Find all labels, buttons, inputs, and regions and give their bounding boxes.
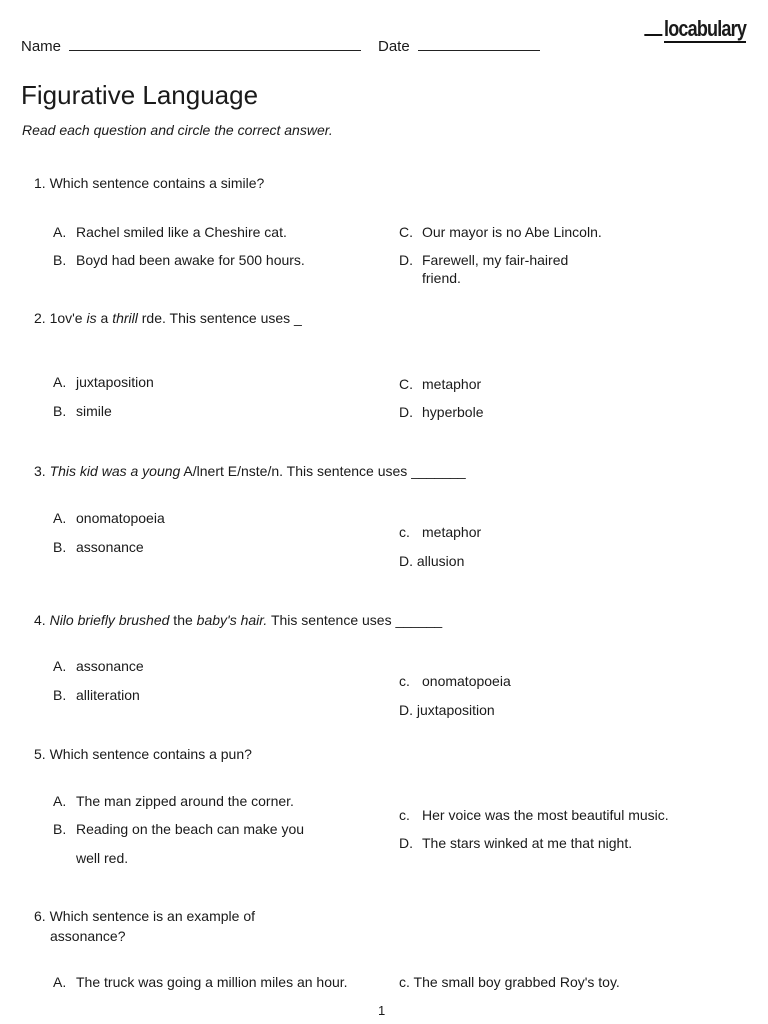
date-blank[interactable] bbox=[418, 49, 540, 51]
q4-option-c[interactable]: c. onomatopoeia bbox=[399, 673, 511, 689]
q2-option-a[interactable]: A. juxtaposition bbox=[53, 374, 154, 390]
question-6-prompt: 6. Which sentence is an example of bbox=[34, 908, 256, 924]
q4-option-b[interactable]: B. alliteration bbox=[53, 687, 140, 703]
q5-option-b-cont: well red. bbox=[76, 850, 129, 866]
q6-option-c[interactable]: c. The small boy grabbed Roy's toy. bbox=[399, 974, 620, 990]
q5-option-c[interactable]: c. Her voice was the most beautiful music. bbox=[399, 807, 669, 823]
name-blank[interactable] bbox=[69, 49, 361, 51]
instructions: Read each question and circle the correct answer. bbox=[22, 122, 333, 138]
q2-option-c[interactable]: C. metaphor bbox=[399, 376, 482, 392]
question-1-prompt: 1. Which sentence contains a simile? bbox=[34, 175, 265, 191]
q5-option-d[interactable]: D. The stars winked at me that night. bbox=[399, 835, 633, 851]
date-field[interactable] bbox=[378, 38, 540, 55]
name-field[interactable] bbox=[21, 38, 361, 55]
q3-option-c[interactable]: c. metaphor bbox=[399, 524, 482, 540]
question-6-prompt-cont: assonance? bbox=[50, 928, 126, 944]
q3-option-b[interactable]: B. assonance bbox=[53, 539, 144, 555]
page-number: 1 bbox=[378, 1003, 386, 1018]
date-label: Date bbox=[378, 38, 410, 55]
q5-option-b[interactable]: B. Reading on the beach can make you bbox=[53, 821, 305, 837]
q6-option-a[interactable]: A. The truck was going a million miles an hour. bbox=[53, 974, 348, 990]
page-title: Figurative Language bbox=[21, 80, 259, 110]
q1-option-a[interactable]: A. Rachel smiled like a Cheshire cat. bbox=[53, 224, 287, 240]
q1-option-c[interactable]: C. Our mayor is no Abe Lincoln. bbox=[399, 224, 602, 240]
q3-option-a[interactable]: A. onomatopoeia bbox=[53, 510, 165, 526]
name-label: Name bbox=[21, 38, 62, 55]
q2-option-d[interactable]: D. hyperbole bbox=[399, 404, 484, 420]
vocabulary-logo: locabulary bbox=[644, 16, 746, 42]
q4-option-d[interactable]: D. juxtaposition bbox=[399, 702, 495, 718]
q5-option-a[interactable]: A. The man zipped around the corner. bbox=[53, 793, 294, 809]
q1-option-d-cont: friend. bbox=[422, 270, 461, 286]
question-4-prompt: 4. Nilo briefly brushed the baby's hair. This sentence uses ______ bbox=[34, 612, 443, 628]
q3-option-d[interactable]: D. allusion bbox=[399, 553, 465, 569]
question-5-prompt: 5. Which sentence contains a pun? bbox=[34, 746, 252, 762]
question-3-prompt: 3. This kid was a young A/lnert E/nste/n. This sentence uses _______ bbox=[34, 463, 466, 479]
q2-option-b[interactable]: B. simile bbox=[53, 403, 112, 419]
question-2-prompt: 2. 1ov'e is a thrill rde. This sentence uses _ bbox=[34, 310, 302, 326]
q4-option-a[interactable]: A. assonance bbox=[53, 658, 144, 674]
q1-option-b[interactable]: B. Boyd had been awake for 500 hours. bbox=[53, 252, 305, 268]
q1-option-d[interactable]: D. Farewell, my fair-haired bbox=[399, 252, 569, 268]
